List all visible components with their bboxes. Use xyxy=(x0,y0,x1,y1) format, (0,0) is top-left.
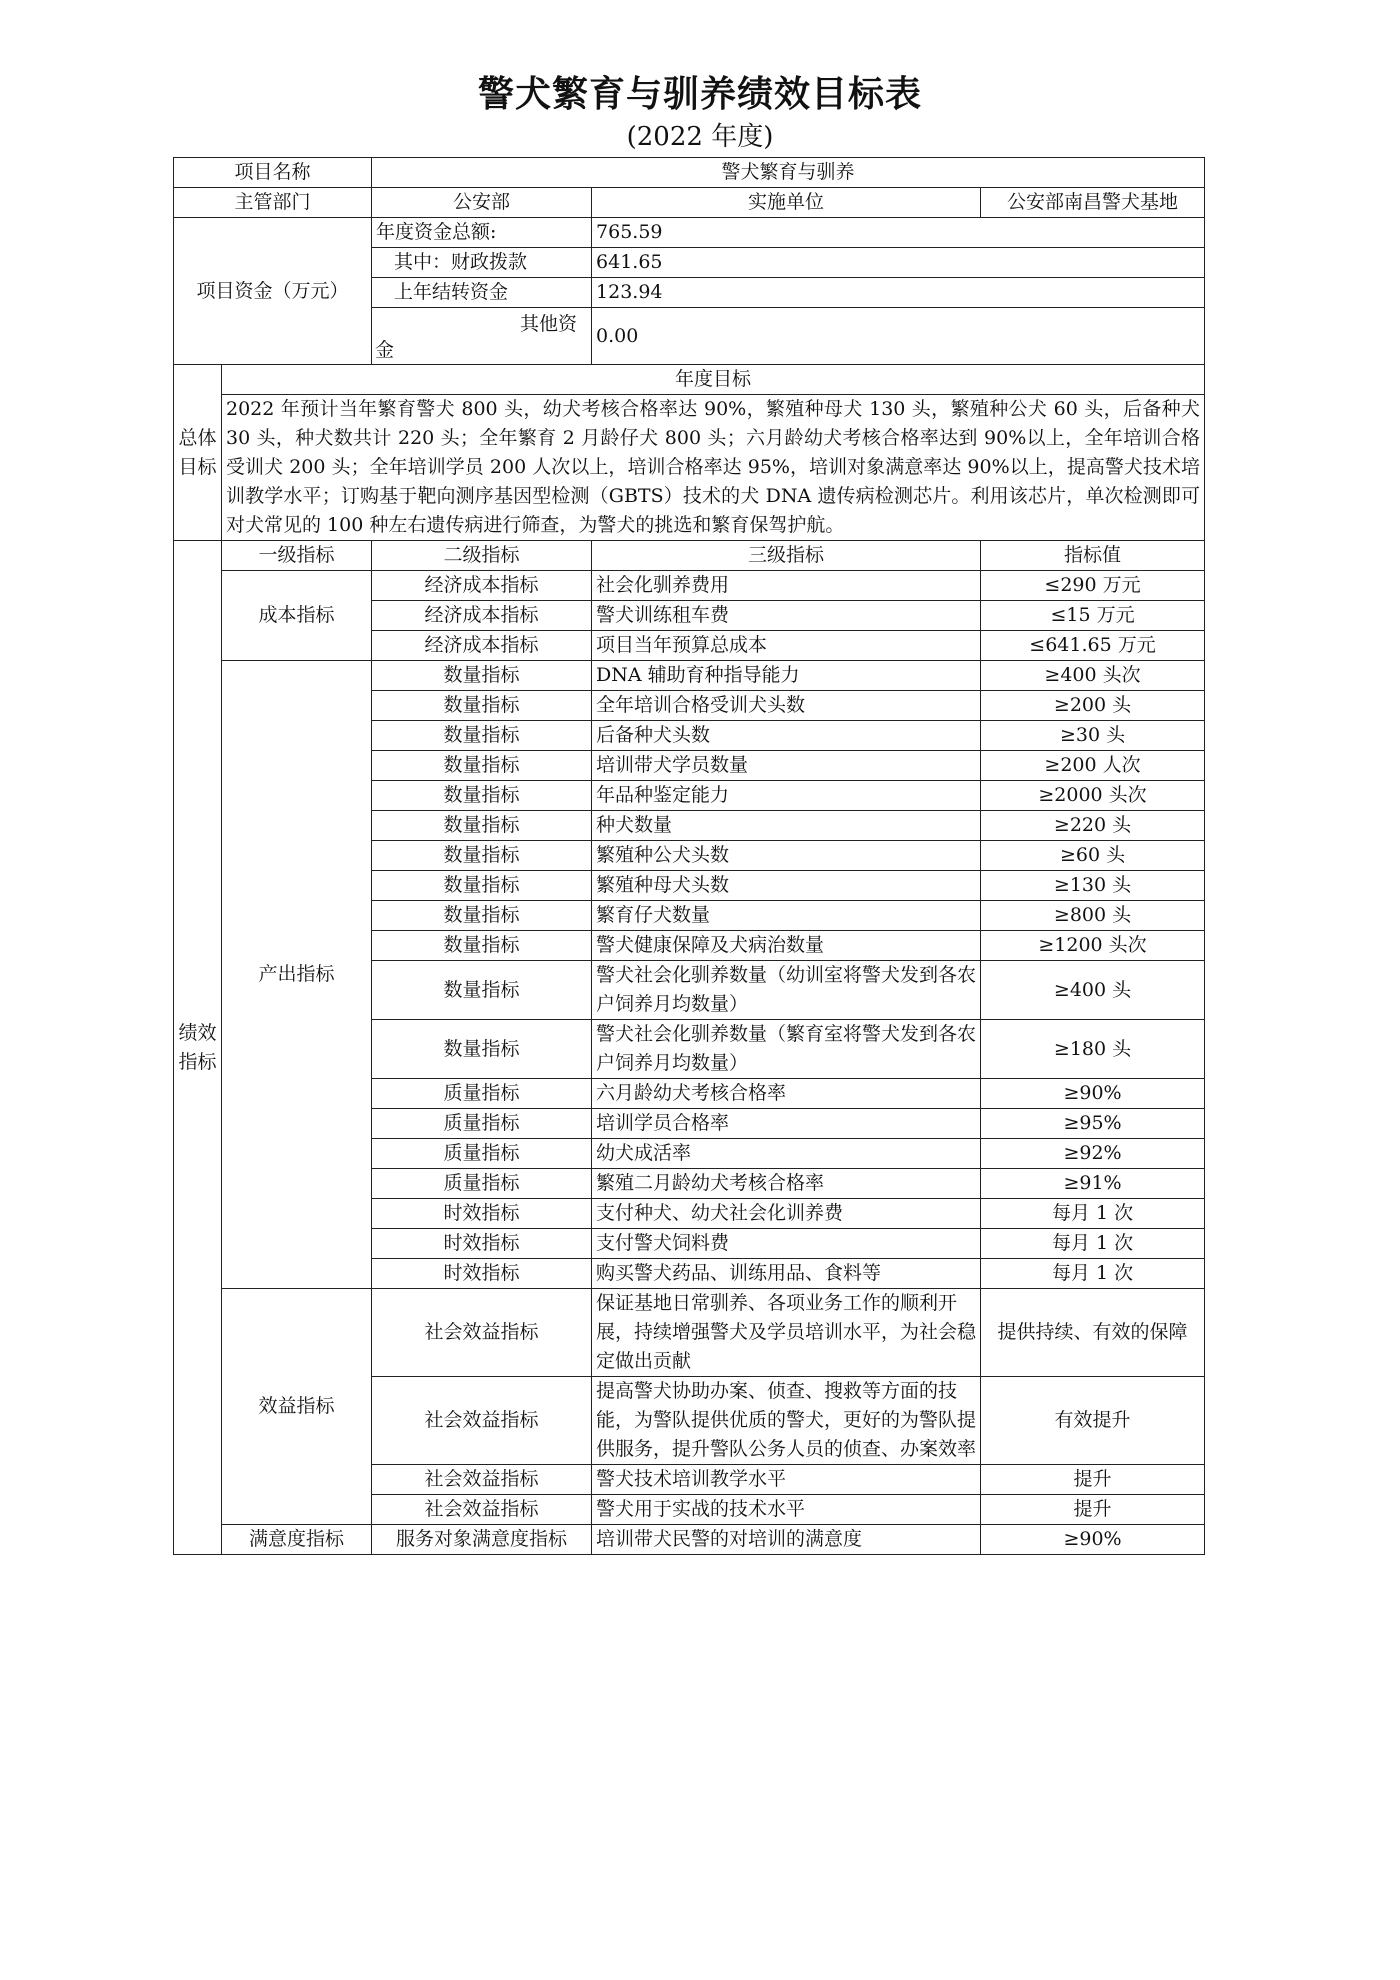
value-cell: ≤290 万元 xyxy=(981,571,1205,601)
level2-cell: 数量指标 xyxy=(372,661,592,691)
funds-label: 项目资金（万元） xyxy=(174,218,372,365)
level3-cell: 培训带犬学员数量 xyxy=(592,751,981,781)
overall-goal-text-row xyxy=(174,395,1205,541)
level2-cell: 数量指标 xyxy=(372,871,592,901)
project-name-value: 警犬繁育与驯养 xyxy=(372,158,1205,188)
level3-cell: 全年培训合格受训犬头数 xyxy=(592,691,981,721)
level2-cell: 社会效益指标 xyxy=(372,1465,592,1495)
level2-cell: 质量指标 xyxy=(372,1139,592,1169)
performance-indicator-label-line2: 指标 xyxy=(178,1050,217,1073)
value-cell: 有效提升 xyxy=(981,1377,1205,1465)
overall-goal-label-line1: 总体 xyxy=(178,426,217,449)
funds-fiscal-value: 641.65 xyxy=(592,248,1205,278)
value-cell: 提升 xyxy=(981,1465,1205,1495)
funds-other-label-part2: 金 xyxy=(375,339,395,361)
header-value: 指标值 xyxy=(981,541,1205,571)
level3-cell: 提高警犬协助办案、侦查、搜救等方面的技能，为警队提供优质的警犬，更好的为警队提供服务，提升警队公务人员的侦查、办案效率 xyxy=(592,1377,981,1465)
level2-cell: 数量指标 xyxy=(372,751,592,781)
value-cell: ≥130 头 xyxy=(981,871,1205,901)
header-level3: 三级指标 xyxy=(592,541,981,571)
level3-cell: 繁殖种母犬头数 xyxy=(592,871,981,901)
value-cell: ≥92% xyxy=(981,1139,1205,1169)
table-row xyxy=(174,571,1205,601)
level3-cell: 繁殖二月龄幼犬考核合格率 xyxy=(592,1169,981,1199)
value-cell: ≥200 头 xyxy=(981,691,1205,721)
level2-cell: 社会效益指标 xyxy=(372,1289,592,1377)
cost-indicator-label: 成本指标 xyxy=(222,571,372,661)
level3-cell: 后备种犬头数 xyxy=(592,721,981,751)
level2-cell: 数量指标 xyxy=(372,931,592,961)
value-cell: ≥220 头 xyxy=(981,811,1205,841)
value-cell: ≥91% xyxy=(981,1169,1205,1199)
level3-cell: 培训带犬民警的对培训的满意度 xyxy=(592,1525,981,1555)
project-name-row xyxy=(174,158,1205,188)
header-level2: 二级指标 xyxy=(372,541,592,571)
level3-cell: 支付警犬饲料费 xyxy=(592,1229,981,1259)
header-level1: 一级指标 xyxy=(222,541,372,571)
level2-cell: 数量指标 xyxy=(372,721,592,751)
level2-cell: 社会效益指标 xyxy=(372,1495,592,1525)
level3-cell: 年品种鉴定能力 xyxy=(592,781,981,811)
level2-cell: 数量指标 xyxy=(372,901,592,931)
value-cell: 每月 1 次 xyxy=(981,1259,1205,1289)
value-cell: ≥90% xyxy=(981,1079,1205,1109)
value-cell: ≥180 头 xyxy=(981,1020,1205,1079)
funds-carryover-label: 上年结转资金 xyxy=(372,278,592,308)
satisfaction-indicator-label: 满意度指标 xyxy=(222,1525,372,1555)
value-cell: ≥1200 头次 xyxy=(981,931,1205,961)
page-subtitle: (2022 年度) xyxy=(626,122,774,152)
value-cell: 每月 1 次 xyxy=(981,1199,1205,1229)
level3-cell: 警犬社会化驯养数量（幼训室将警犬发到各农户饲养月均数量） xyxy=(592,961,981,1020)
performance-indicator-label-line1: 绩效 xyxy=(178,1021,217,1044)
level2-cell: 经济成本指标 xyxy=(372,601,592,631)
level2-cell: 数量指标 xyxy=(372,961,592,1020)
funds-fiscal-label: 其中：财政拨款 xyxy=(372,248,592,278)
level3-cell: 幼犬成活率 xyxy=(592,1139,981,1169)
table-row xyxy=(174,1289,1205,1377)
level2-cell: 社会效益指标 xyxy=(372,1377,592,1465)
level2-cell: 质量指标 xyxy=(372,1079,592,1109)
performance-table xyxy=(173,157,1205,1555)
value-cell: 提供持续、有效的保障 xyxy=(981,1289,1205,1377)
value-cell: 提升 xyxy=(981,1495,1205,1525)
benefit-indicator-label: 效益指标 xyxy=(222,1289,372,1525)
level2-cell: 时效指标 xyxy=(372,1259,592,1289)
overall-goal-header-row xyxy=(174,365,1205,395)
value-cell: ≤641.65 万元 xyxy=(981,631,1205,661)
level3-cell: 繁殖种公犬头数 xyxy=(592,841,981,871)
funds-total-value: 765.59 xyxy=(592,218,1205,248)
table-row xyxy=(174,1525,1205,1555)
impl-label: 实施单位 xyxy=(592,188,981,218)
value-cell: ≥200 人次 xyxy=(981,751,1205,781)
value-cell: ≤15 万元 xyxy=(981,601,1205,631)
level3-cell: 项目当年预算总成本 xyxy=(592,631,981,661)
value-cell: ≥2000 头次 xyxy=(981,781,1205,811)
level2-cell: 经济成本指标 xyxy=(372,631,592,661)
level3-cell: DNA 辅助育种指导能力 xyxy=(592,661,981,691)
level3-cell: 警犬健康保障及犬病治数量 xyxy=(592,931,981,961)
level3-cell: 警犬训练租车费 xyxy=(592,601,981,631)
value-cell: 每月 1 次 xyxy=(981,1229,1205,1259)
performance-indicator-label xyxy=(174,541,222,1555)
level3-cell: 支付种犬、幼犬社会化训养费 xyxy=(592,1199,981,1229)
annual-goal-text: 2022 年预计当年繁育警犬 800 头，幼犬考核合格率达 90%，繁殖种母犬 130 头，繁殖种公犬 60 头，后备种犬 30 头，种犬数共计 220 头；全年繁育 2 月龄仔犬 800 头；六月龄幼犬考核合格率达到 90%以上，全年培训合格受训犬 200 头；全年培训学员 200 人次以上，培训合格率达 95%，培训对象满意率达 90%以上，提高警犬技术培训教学水平；订购基于靶向测序基因型检测（GBTS）技术的犬 DNA 遗传病检测芯片。利用该芯片，单次检测即可对犬常见的 100 种左右遗传病进行筛查，为警犬的挑选和繁育保驾护航。 xyxy=(222,395,1205,541)
level2-cell: 数量指标 xyxy=(372,781,592,811)
value-cell: ≥90% xyxy=(981,1525,1205,1555)
level3-cell: 购买警犬药品、训练用品、食料等 xyxy=(592,1259,981,1289)
level3-cell: 保证基地日常驯养、各项业务工作的顺利开展，持续增强警犬及学员培训水平，为社会稳定做出贡献 xyxy=(592,1289,981,1377)
level3-cell: 警犬技术培训教学水平 xyxy=(592,1465,981,1495)
funds-carryover-value: 123.94 xyxy=(592,278,1205,308)
level3-cell: 警犬用于实战的技术水平 xyxy=(592,1495,981,1525)
level2-cell: 质量指标 xyxy=(372,1169,592,1199)
funds-row xyxy=(174,218,1205,248)
overall-goal-label xyxy=(174,365,222,541)
level2-cell: 服务对象满意度指标 xyxy=(372,1525,592,1555)
level3-cell: 种犬数量 xyxy=(592,811,981,841)
level3-cell: 六月龄幼犬考核合格率 xyxy=(592,1079,981,1109)
level2-cell: 数量指标 xyxy=(372,841,592,871)
level2-cell: 时效指标 xyxy=(372,1199,592,1229)
level2-cell: 经济成本指标 xyxy=(372,571,592,601)
dept-label: 主管部门 xyxy=(174,188,372,218)
funds-other-label xyxy=(372,308,592,365)
level2-cell: 时效指标 xyxy=(372,1229,592,1259)
output-indicator-label: 产出指标 xyxy=(222,661,372,1289)
table-row xyxy=(174,661,1205,691)
value-cell: ≥400 头 xyxy=(981,961,1205,1020)
annual-goal-header: 年度目标 xyxy=(222,365,1205,395)
funds-other-value: 0.00 xyxy=(592,308,1205,365)
dept-row xyxy=(174,188,1205,218)
level2-cell: 数量指标 xyxy=(372,811,592,841)
value-cell: ≥400 头次 xyxy=(981,661,1205,691)
indicator-header-row xyxy=(174,541,1205,571)
value-cell: ≥60 头 xyxy=(981,841,1205,871)
impl-value: 公安部南昌警犬基地 xyxy=(981,188,1205,218)
dept-value: 公安部 xyxy=(372,188,592,218)
level2-cell: 数量指标 xyxy=(372,1020,592,1079)
level3-cell: 培训学员合格率 xyxy=(592,1109,981,1139)
page-title: 警犬繁育与驯养绩效目标表 xyxy=(477,74,922,115)
value-cell: ≥95% xyxy=(981,1109,1205,1139)
funds-total-label: 年度资金总额: xyxy=(372,218,592,248)
level3-cell: 繁育仔犬数量 xyxy=(592,901,981,931)
project-name-label: 项目名称 xyxy=(174,158,372,188)
level3-cell: 社会化驯养费用 xyxy=(592,571,981,601)
funds-other-label-part1: 其他资 xyxy=(520,313,578,335)
value-cell: ≥800 头 xyxy=(981,901,1205,931)
level2-cell: 质量指标 xyxy=(372,1109,592,1139)
level2-cell: 数量指标 xyxy=(372,691,592,721)
value-cell: ≥30 头 xyxy=(981,721,1205,751)
level3-cell: 警犬社会化驯养数量（繁育室将警犬发到各农户饲养月均数量） xyxy=(592,1020,981,1079)
overall-goal-label-line2: 目标 xyxy=(178,455,217,478)
